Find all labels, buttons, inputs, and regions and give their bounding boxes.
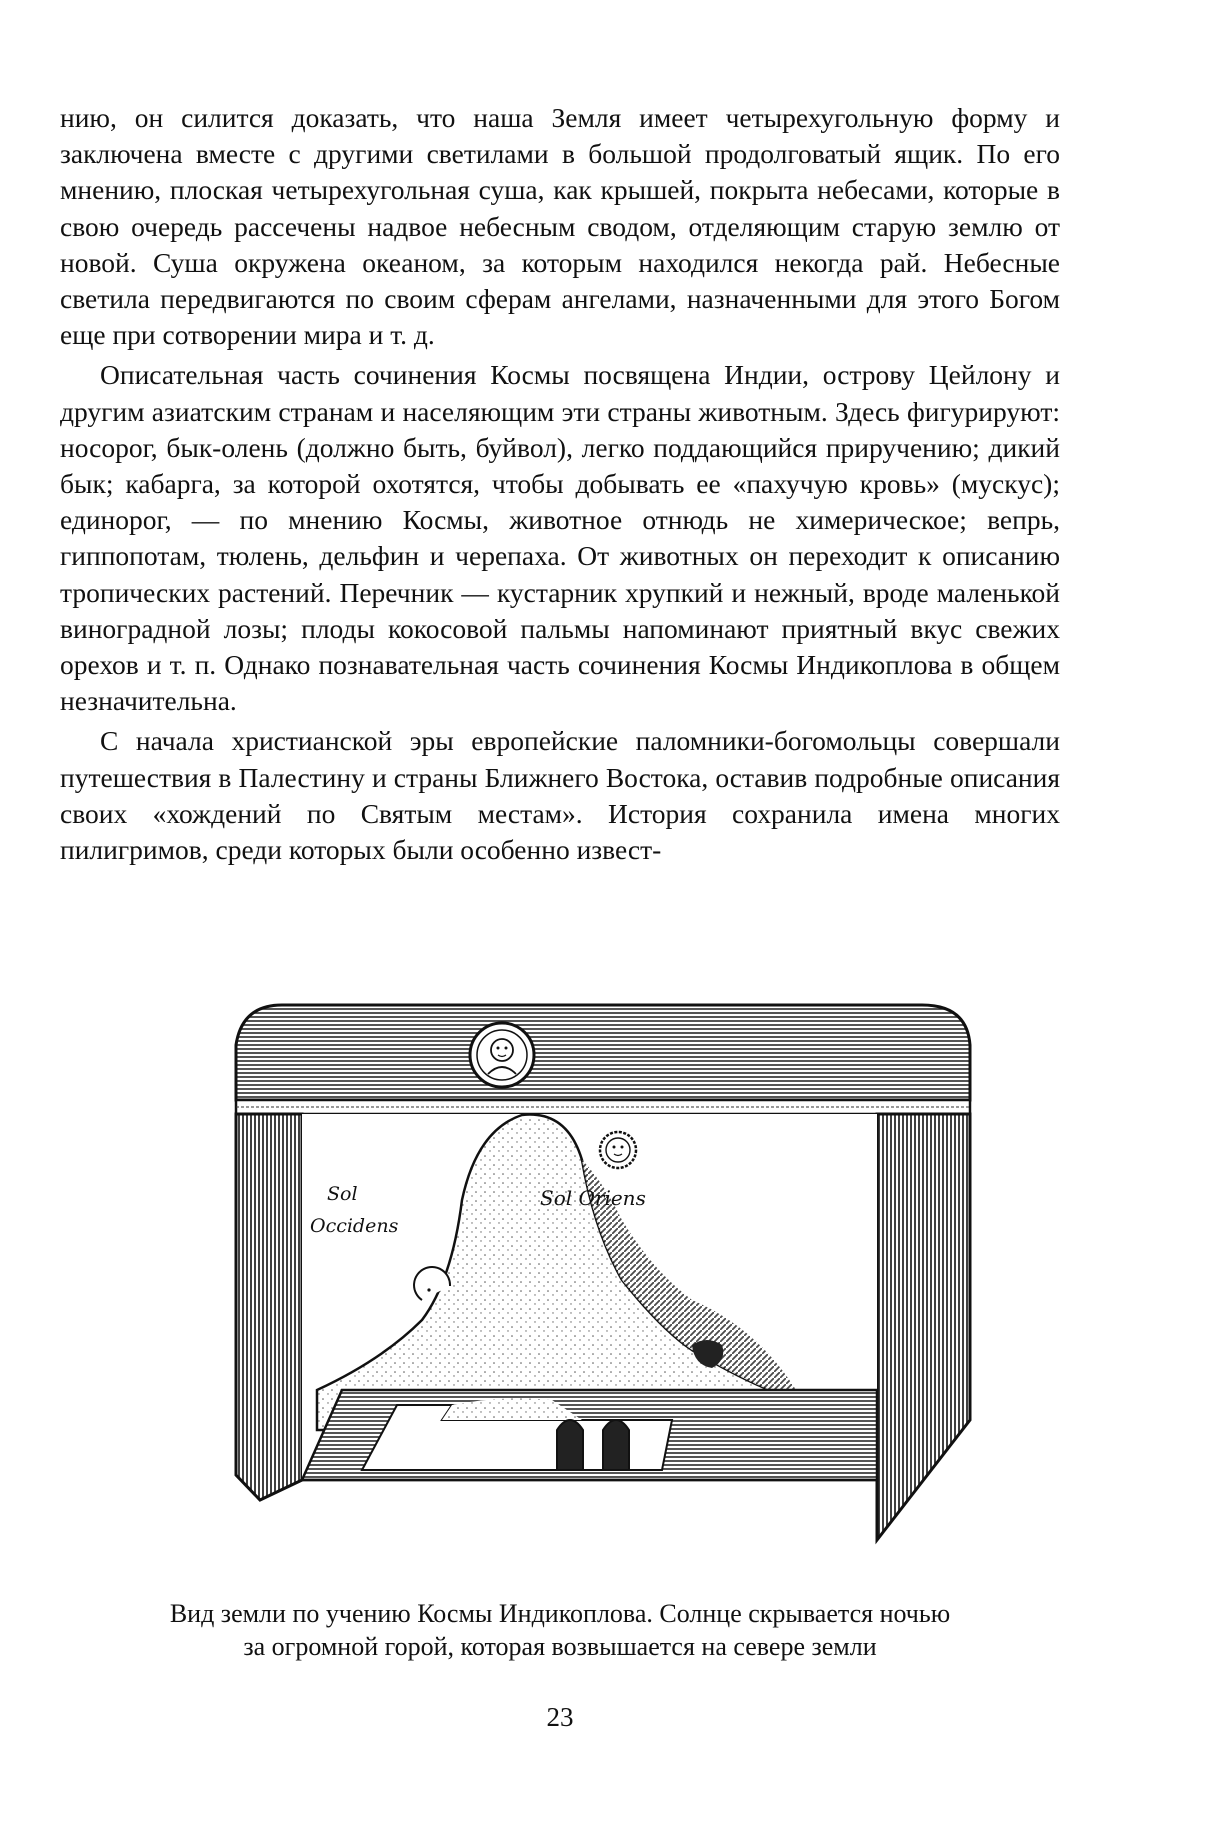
- rising-sun-icon: [600, 1132, 636, 1168]
- paragraph-1: нию, он силится доказать, что наша Земля имеет четырехугольную форму и заключена вместе с другими светилами в большой продолговатый ящик. По его мнению, плоская четырехугольная суша, как крышей, покрыта небесами, которые в свою очередь рассечены надвое небесным сводом, отделяющим старую землю от новой. Суша окружена океаном, за которым находился некогда рай. Небесные светила передвигаются по своим сферам ангелами, назначенными для этого Богом еще при сотворении мира и т. д.: [60, 102, 1060, 351]
- body-text: [60, 100, 1060, 872]
- page-number: 23: [546, 1702, 574, 1732]
- illustration-svg: [222, 1000, 982, 1575]
- vaulted-lid: [236, 1005, 970, 1100]
- arch-door-left: [557, 1420, 583, 1470]
- arch-door-right: [603, 1420, 629, 1470]
- caption-line-2: за огромной горой, которая возвышается на севере земли: [243, 1632, 877, 1661]
- left-wall: [236, 1114, 302, 1500]
- label-sol-occidens-line2: Occidens: [310, 1215, 399, 1237]
- figure-caption: [60, 1597, 1060, 1663]
- paragraph-2: Описательная часть сочинения Космы посвящена Индии, острову Цейлону и другим азиатским странам и населяющим эти страны животным. Здесь фигурируют: носорог, бык-олень (должно быть, буйвол), легко поддающийся приручению; дикий бык; кабарга, за которой охотятся, чтобы добывать ее «пахучую кровь» (мускус); единорог, — по мнению Космы, животное отнюдь не химерическое; вепрь, гиппопотам, тюлень, дельфин и черепаха. От животных он переходит к описанию тропических растений. Перечник — кустарник хрупкий и нежный, вроде маленькой виноградной лозы; плоды кокосовой пальмы напоминают приятный вкус свежих орехов и т. п. Однако познавательная часть сочинения Космы Индикоплова в общем незначительна.: [60, 359, 1060, 717]
- right-wall: [877, 1114, 970, 1540]
- cosmas-earth-illustration: [222, 1000, 982, 1575]
- medallion-face-icon: [470, 1023, 534, 1087]
- caption-line-1: Вид земли по учению Космы Индикоплова. Солнце скрывается ночью: [169, 1599, 951, 1628]
- label-sol-oriens: Sol Oriens: [540, 1186, 646, 1210]
- paragraph-3: С начала христианской эры европейские паломники-богомольцы совершали путешествия в Палестину и страны Ближнего Востока, оставив подробные описания своих «хождений по Святым местам». История сохранила имена многих пилигримов, среди которых были особенно извест-: [60, 725, 1060, 866]
- label-sol-occidens-line1: Sol: [327, 1183, 358, 1205]
